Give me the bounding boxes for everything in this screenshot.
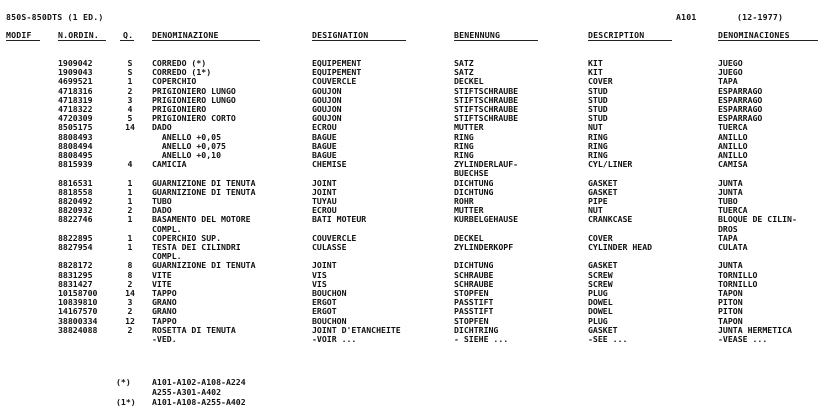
- french-name: ERGOT: [312, 306, 337, 317]
- quantity: 12: [125, 315, 135, 326]
- part-number: 8820492: [58, 196, 93, 206]
- french-name: GOUJON: [312, 104, 342, 114]
- spanish-name: JUNTA: [718, 260, 743, 271]
- english-name: KIT: [588, 58, 603, 68]
- spanish-name: TUERCA: [718, 122, 748, 133]
- quantity: 2: [127, 324, 133, 335]
- italian-name: COPERCHIO SUP.: [152, 232, 222, 243]
- spanish-name: TORNILLO: [718, 269, 758, 280]
- spanish-name: TORNILLO: [718, 278, 758, 289]
- quantity: S: [127, 58, 133, 68]
- part-number: 4718316: [58, 85, 93, 96]
- english-name: PLUG: [588, 315, 608, 326]
- footnote-text: A255-A301-A402: [152, 387, 222, 397]
- part-number: 8505175: [58, 122, 93, 133]
- part-number: 1909043: [58, 67, 93, 78]
- french-name: GOUJON: [312, 85, 342, 96]
- spanish-name: JUEGO: [718, 67, 743, 78]
- spanish-name: ANILLO: [718, 140, 748, 151]
- french-name: CHEMISE: [312, 159, 347, 170]
- english-name: GASKET: [588, 260, 618, 271]
- german-name: STIFTSCHRAUBE: [454, 85, 519, 96]
- german-name: KURBELGEHAUSE: [454, 214, 519, 225]
- french-name: BAGUE: [312, 150, 337, 160]
- german-name: BUECHSE: [454, 168, 489, 179]
- part-number: 8831295: [58, 269, 93, 280]
- spanish-name: -VEASE ...: [718, 334, 768, 344]
- english-name: STUD: [588, 85, 608, 96]
- part-number: 8815939: [58, 159, 93, 170]
- part-number: 4718322: [58, 104, 93, 114]
- english-name: GASKET: [588, 324, 618, 335]
- french-name: JOINT: [312, 186, 337, 197]
- part-number: 14167570: [58, 306, 98, 317]
- german-name: ZYLINDERKOPF: [454, 242, 514, 252]
- german-name: STIFTSCHRAUBE: [454, 113, 519, 124]
- italian-name: DADO: [152, 122, 172, 133]
- quantity: 8: [127, 269, 133, 280]
- german-name: RING: [454, 150, 474, 160]
- spanish-name: TAPA: [718, 232, 738, 243]
- part-number: 8808494: [58, 140, 93, 151]
- italian-name: GUARNIZIONE DI TENUTA: [152, 177, 256, 188]
- footnote-text: A101-A102-A108-A224: [152, 377, 246, 387]
- italian-name: TAPPO: [152, 315, 177, 326]
- quantity: 1: [127, 196, 133, 206]
- part-number: 8816531: [58, 177, 93, 188]
- spanish-name: TAPA: [718, 76, 738, 87]
- english-name: PIPE: [588, 196, 608, 206]
- part-number: 8828172: [58, 260, 93, 271]
- french-name: ECROU: [312, 122, 337, 133]
- part-number: 4699521: [58, 76, 93, 87]
- german-name: SATZ: [454, 67, 474, 78]
- english-name: DOWEL: [588, 297, 613, 308]
- english-name: RING: [588, 131, 608, 142]
- quantity: 4: [127, 104, 133, 114]
- header-rule: [454, 40, 538, 41]
- german-name: SATZ: [454, 58, 474, 68]
- spanish-name: ESPARRAGO: [718, 85, 763, 96]
- part-number: 8808495: [58, 150, 93, 160]
- header-rule: [58, 40, 106, 41]
- col-header-part-number: N.ORDIN.: [58, 30, 100, 40]
- german-name: MUTTER: [454, 122, 484, 133]
- french-name: CULASSE: [312, 242, 347, 252]
- german-name: STIFTSCHRAUBE: [454, 104, 519, 114]
- french-name: COUVERCLE: [312, 76, 357, 87]
- quantity: 4: [127, 159, 133, 170]
- header-rule: [312, 40, 406, 41]
- col-header-english: DESCRIPTION: [588, 30, 645, 40]
- spanish-name: PITON: [718, 297, 743, 308]
- english-name: DOWEL: [588, 306, 613, 317]
- footnote-mark: (*): [116, 377, 131, 387]
- italian-name: CORREDO (*): [152, 58, 207, 68]
- english-name: COVER: [588, 76, 613, 87]
- part-number: 8818558: [58, 186, 93, 197]
- english-name: COVER: [588, 232, 613, 243]
- part-number: 8831427: [58, 278, 93, 289]
- english-name: GASKET: [588, 177, 618, 188]
- german-name: DECKEL: [454, 76, 484, 87]
- italian-name: PRIGIONIERO LUNGO: [152, 85, 236, 96]
- spanish-name: TAPON: [718, 315, 743, 326]
- quantity: 1: [127, 232, 133, 243]
- spanish-name: PITON: [718, 306, 743, 317]
- quantity: 1: [127, 76, 133, 87]
- english-name: STUD: [588, 113, 608, 124]
- header-rule: [588, 40, 672, 41]
- table-code: A101: [676, 12, 697, 22]
- english-name: GASKET: [588, 186, 618, 197]
- french-name: ERGOT: [312, 297, 337, 308]
- italian-name: DADO: [152, 205, 172, 216]
- footnote-text: A101-A108-A255-A402: [152, 397, 246, 407]
- french-name: JOINT: [312, 177, 337, 188]
- german-name: STIFTSCHRAUBE: [454, 94, 519, 105]
- col-header-quantity: Q.: [123, 30, 134, 40]
- french-name: BAGUE: [312, 131, 337, 142]
- quantity: 14: [125, 122, 135, 133]
- col-header-spanish: DENOMINACIONES: [718, 30, 790, 40]
- spanish-name: CAMISA: [718, 159, 748, 170]
- quantity: 1: [127, 186, 133, 197]
- spanish-name: JUNTA HERMETICA: [718, 324, 792, 335]
- italian-name: VITE: [152, 269, 172, 280]
- french-name: EQUIPEMENT: [312, 67, 362, 78]
- english-name: RING: [588, 140, 608, 151]
- italian-name: PRIGIONIERO CORTO: [152, 113, 236, 124]
- german-name: SCHRAUBE: [454, 269, 494, 280]
- part-number: 10839810: [58, 297, 98, 308]
- quantity: 1: [127, 214, 133, 225]
- italian-name: CAMICIA: [152, 159, 187, 170]
- english-name: NUT: [588, 122, 603, 133]
- part-number: 8808493: [58, 131, 93, 142]
- italian-name: COMPL.: [152, 223, 182, 234]
- part-number: 38824088: [58, 324, 98, 335]
- spanish-name: ANILLO: [718, 131, 748, 142]
- spanish-name: JUNTA: [718, 186, 743, 197]
- col-header-modif: MODIF: [6, 30, 32, 40]
- french-name: -VOIR ...: [312, 334, 357, 344]
- part-number: 4720309: [58, 113, 93, 124]
- english-name: PLUG: [588, 288, 608, 298]
- german-name: ZYLINDERLAUF-: [454, 159, 519, 170]
- italian-name: GRANO: [152, 306, 177, 317]
- french-name: EQUIPEMENT: [312, 58, 362, 68]
- quantity: 2: [127, 278, 133, 289]
- quantity: 2: [127, 306, 133, 317]
- part-number: 10158700: [58, 288, 98, 298]
- italian-name: CORREDO (1*): [152, 67, 212, 78]
- italian-name: COPERCHIO: [152, 76, 197, 87]
- english-name: NUT: [588, 205, 603, 216]
- german-name: RING: [454, 131, 474, 142]
- col-header-french: DESIGNATION: [312, 30, 369, 40]
- part-number: 8822746: [58, 214, 93, 225]
- french-name: VIS: [312, 278, 327, 289]
- model-title: 850S-850DTS (1 ED.): [6, 12, 104, 22]
- part-number: 8820932: [58, 205, 93, 216]
- italian-name: VITE: [152, 278, 172, 289]
- german-name: DICHTRING: [454, 324, 499, 335]
- italian-name: ANELLO +0,10: [152, 150, 222, 160]
- german-name: DECKEL: [454, 232, 484, 243]
- spanish-name: ESPARRAGO: [718, 113, 763, 124]
- quantity: 1: [127, 242, 133, 252]
- german-name: MUTTER: [454, 205, 484, 216]
- french-name: COUVERCLE: [312, 232, 357, 243]
- spanish-name: ANILLO: [718, 150, 748, 160]
- english-name: SCREW: [588, 278, 613, 289]
- italian-name: TAPPO: [152, 288, 177, 298]
- header-rule: [718, 40, 818, 41]
- english-name: STUD: [588, 94, 608, 105]
- col-header-italian: DENOMINAZIONE: [152, 30, 219, 40]
- header-rule: [6, 40, 40, 41]
- german-name: STOPFEN: [454, 288, 489, 298]
- col-header-german: BENENNUNG: [454, 30, 501, 40]
- spanish-name: ESPARRAGO: [718, 94, 763, 105]
- italian-name: COMPL.: [152, 251, 182, 262]
- italian-name: TESTA DEI CILINDRI: [152, 242, 241, 252]
- english-name: RING: [588, 150, 608, 160]
- part-number: 1909042: [58, 58, 93, 68]
- french-name: VIS: [312, 269, 327, 280]
- english-name: SCREW: [588, 269, 613, 280]
- italian-name: ROSETTA DI TENUTA: [152, 324, 236, 335]
- english-name: KIT: [588, 67, 603, 78]
- part-number: 38800334: [58, 315, 98, 326]
- german-name: PASSTIFT: [454, 297, 494, 308]
- header-rule: [120, 40, 134, 41]
- french-name: TUYAU: [312, 196, 337, 206]
- italian-name: -VED.: [152, 334, 177, 344]
- italian-name: TUBO: [152, 196, 172, 206]
- german-name: DICHTUNG: [454, 260, 494, 271]
- spanish-name: TUERCA: [718, 205, 748, 216]
- german-name: RING: [454, 140, 474, 151]
- italian-name: GUARNIZIONE DI TENUTA: [152, 260, 256, 271]
- italian-name: PRIGIONIERO LUNGO: [152, 94, 236, 105]
- french-name: BOUCHON: [312, 288, 347, 298]
- quantity: S: [127, 67, 133, 78]
- german-name: SCHRAUBE: [454, 278, 494, 289]
- spanish-name: JUEGO: [718, 58, 743, 68]
- italian-name: GUARNIZIONE DI TENUTA: [152, 186, 256, 197]
- italian-name: GRANO: [152, 297, 177, 308]
- english-name: CYL/LINER: [588, 159, 633, 170]
- english-name: STUD: [588, 104, 608, 114]
- french-name: ECROU: [312, 205, 337, 216]
- italian-name: ANELLO +0,075: [152, 140, 226, 151]
- quantity: 1: [127, 177, 133, 188]
- quantity: 2: [127, 205, 133, 216]
- english-name: -SEE ...: [588, 334, 628, 344]
- part-number: 4718319: [58, 94, 93, 105]
- french-name: GOUJON: [312, 113, 342, 124]
- german-name: STOPFEN: [454, 315, 489, 326]
- part-number: 8827954: [58, 242, 93, 252]
- german-name: ROHR: [454, 196, 474, 206]
- french-name: BATI MOTEUR: [312, 214, 367, 225]
- footnote-mark: (1*): [116, 397, 136, 407]
- spanish-name: ESPARRAGO: [718, 104, 763, 114]
- french-name: BOUCHON: [312, 315, 347, 326]
- spanish-name: TUBO: [718, 196, 738, 206]
- spanish-name: TAPON: [718, 288, 743, 298]
- italian-name: BASAMENTO DEL MOTORE: [152, 214, 251, 225]
- edition-date: (12-1977): [737, 12, 784, 22]
- header-rule: [152, 40, 260, 41]
- french-name: JOINT: [312, 260, 337, 271]
- quantity: 3: [127, 94, 133, 105]
- french-name: GOUJON: [312, 94, 342, 105]
- quantity: 5: [127, 113, 133, 124]
- spanish-name: DROS: [718, 223, 738, 234]
- german-name: - SIEHE ...: [454, 334, 509, 344]
- italian-name: PRIGIONIERO: [152, 104, 207, 114]
- spanish-name: JUNTA: [718, 177, 743, 188]
- french-name: BAGUE: [312, 140, 337, 151]
- spanish-name: CULATA: [718, 242, 748, 252]
- italian-name: ANELLO +0,05: [152, 131, 222, 142]
- quantity: 2: [127, 85, 133, 96]
- english-name: CYLINDER HEAD: [588, 242, 653, 252]
- quantity: 8: [127, 260, 133, 271]
- german-name: PASSTIFT: [454, 306, 494, 317]
- table-row: [0, 335, 834, 345]
- german-name: DICHTUNG: [454, 177, 494, 188]
- french-name: JOINT D'ETANCHEITE: [312, 324, 401, 335]
- german-name: DICHTUNG: [454, 186, 494, 197]
- spanish-name: BLOQUE DE CILIN-: [718, 214, 797, 225]
- part-number: 8822895: [58, 232, 93, 243]
- english-name: CRANKCASE: [588, 214, 633, 225]
- quantity: 14: [125, 288, 135, 298]
- quantity: 3: [127, 297, 133, 308]
